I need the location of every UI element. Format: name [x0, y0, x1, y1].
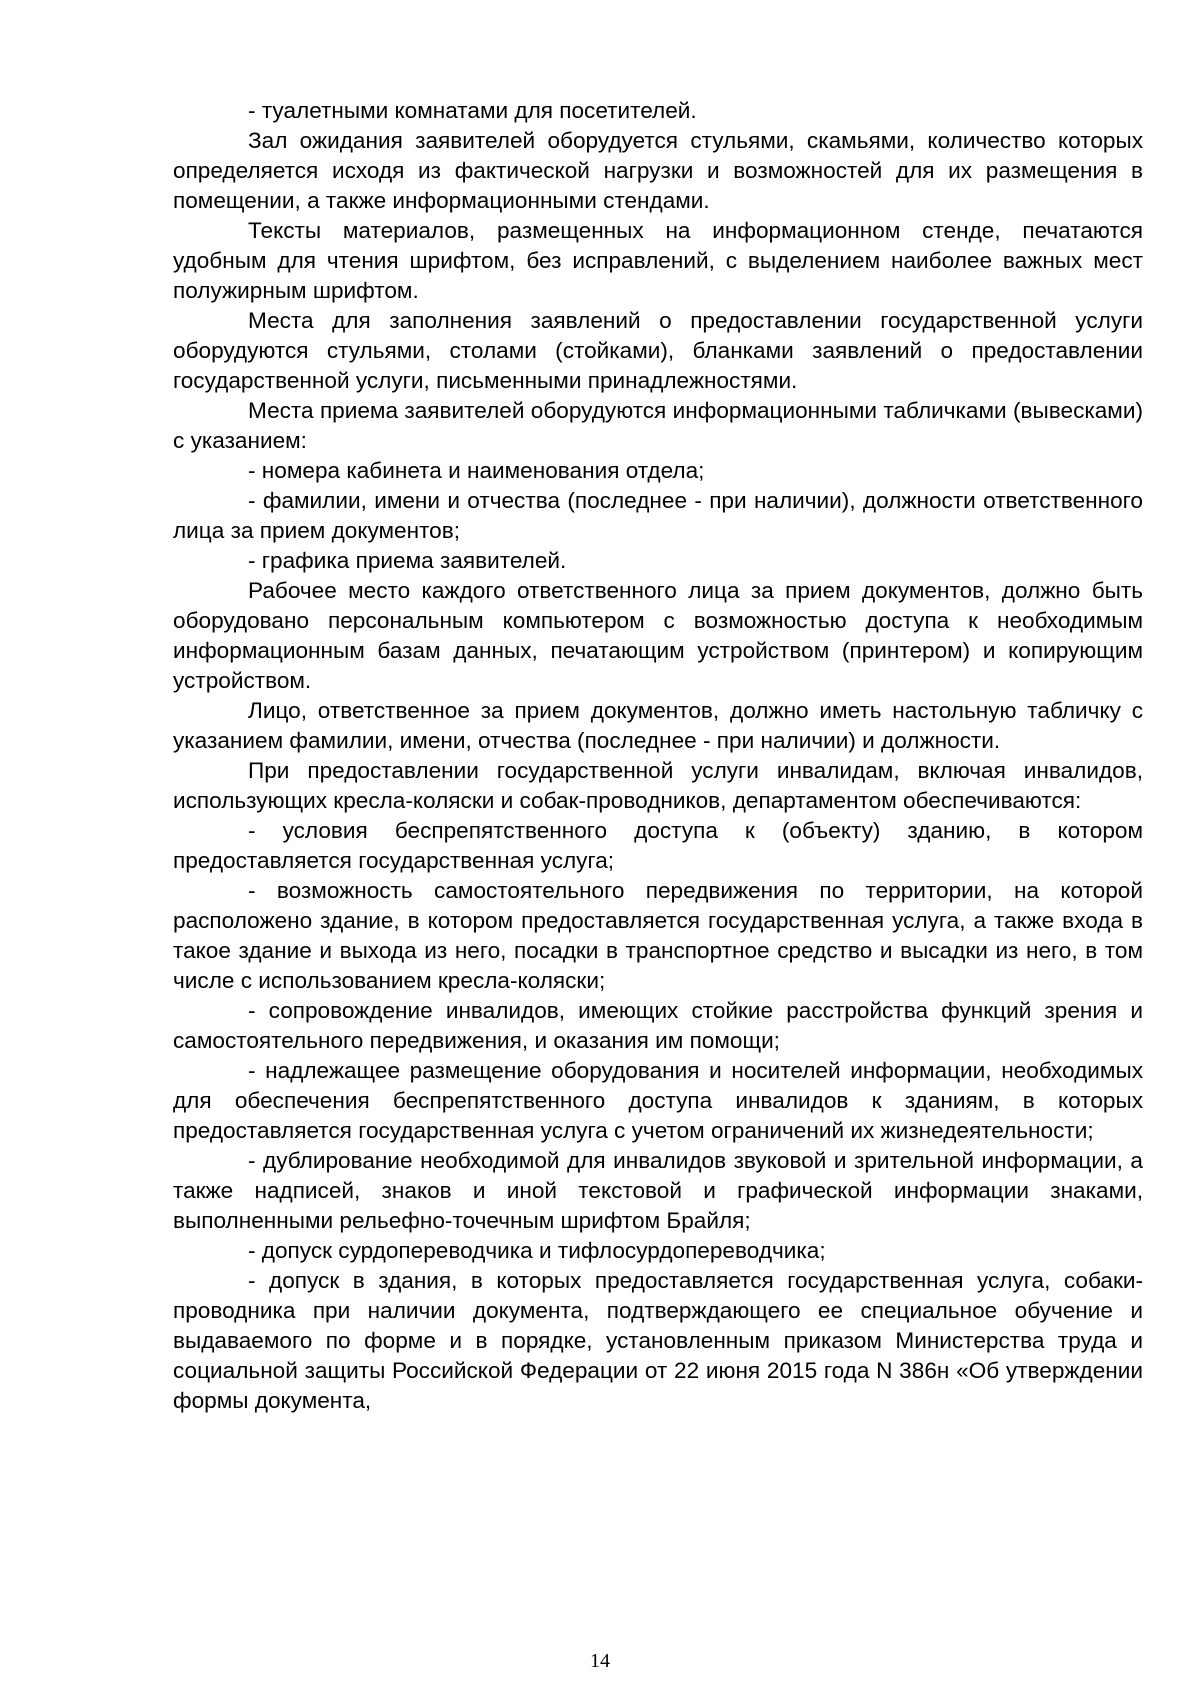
paragraph: - допуск сурдопереводчика и тифлосурдопереводчика; [248, 1238, 826, 1263]
page-number: 14 [590, 1650, 610, 1672]
paragraph: - надлежащее размещение оборудования и носителей информации, необходимых для обеспечения беспрепятственного доступа инвалидов к зданиям, в которых предоставляется государственная услуга с учетом ограничений их жизнедеятельности; [173, 1058, 1143, 1143]
document-body [173, 96, 1143, 1416]
paragraph: - дублирование необходимой для инвалидов звуковой и зрительной информации, а также надписей, знаков и иной текстовой и графической информации знаками, выполненными рельефно-точечным шрифтом Брайля; [173, 1148, 1143, 1233]
paragraph: Зал ожидания заявителей оборудуется стульями, скамьями, количество которых определяется исходя из фактической нагрузки и возможностей для их размещения в помещении, а также информационными стендами. [173, 128, 1143, 213]
paragraph: Места для заполнения заявлений о предоставлении государственной услуги оборудуются стульями, столами (стойками), бланками заявлений о предоставлении государственной услуги, письменными принадлежностями. [173, 308, 1143, 393]
paragraph: - сопровождение инвалидов, имеющих стойкие расстройства функций зрения и самостоятельного передвижения, и оказания им помощи; [173, 998, 1143, 1053]
paragraph: Рабочее место каждого ответственного лица за прием документов, должно быть оборудовано персональным компьютером с возможностью доступа к необходимым информационным базам данных, печатающим устройством (принтером) и копирующим устройством. [173, 578, 1143, 693]
paragraph: Тексты материалов, размещенных на информационном стенде, печатаются удобным для чтения шрифтом, без исправлений, с выделением наиболее важных мест полужирным шрифтом. [173, 218, 1143, 303]
paragraph: - фамилии, имени и отчества (последнее - при наличии), должности ответственного лица за прием документов; [173, 488, 1143, 543]
paragraph: - возможность самостоятельного передвижения по территории, на которой расположено здание, в котором предоставляется государственная услуга, а также входа в такое здание и выхода из него, посадки в транспортное средство и высадки из него, в том числе с использованием кресла-коляски; [173, 878, 1143, 993]
paragraph: Места приема заявителей оборудуются информационными табличками (вывесками) с указанием: [173, 398, 1143, 453]
paragraph: Лицо, ответственное за прием документов, должно иметь настольную табличку с указанием фамилии, имени, отчества (последнее - при наличии) и должности. [173, 698, 1143, 753]
paragraph: При предоставлении государственной услуги инвалидам, включая инвалидов, использующих кресла-коляски и собак-проводников, департаментом обеспечиваются: [173, 758, 1143, 813]
paragraph: - номера кабинета и наименования отдела; [248, 458, 705, 483]
paragraph: - допуск в здания, в которых предоставляется государственная услуга, собаки-проводника при наличии документа, подтверждающего ее специальное обучение и выдаваемого по форме и в порядке, установленным приказом Министерства труда и социальной защиты Российской Федерации от 22 июня 2015 года N 386н «Об утверждении формы документа, [173, 1268, 1143, 1413]
paragraph: - туалетными комнатами для посетителей. [248, 98, 697, 123]
paragraph: - условия беспрепятственного доступа к (объекту) зданию, в котором предоставляется государственная услуга; [173, 818, 1143, 873]
paragraph: - графика приема заявителей. [248, 548, 567, 573]
